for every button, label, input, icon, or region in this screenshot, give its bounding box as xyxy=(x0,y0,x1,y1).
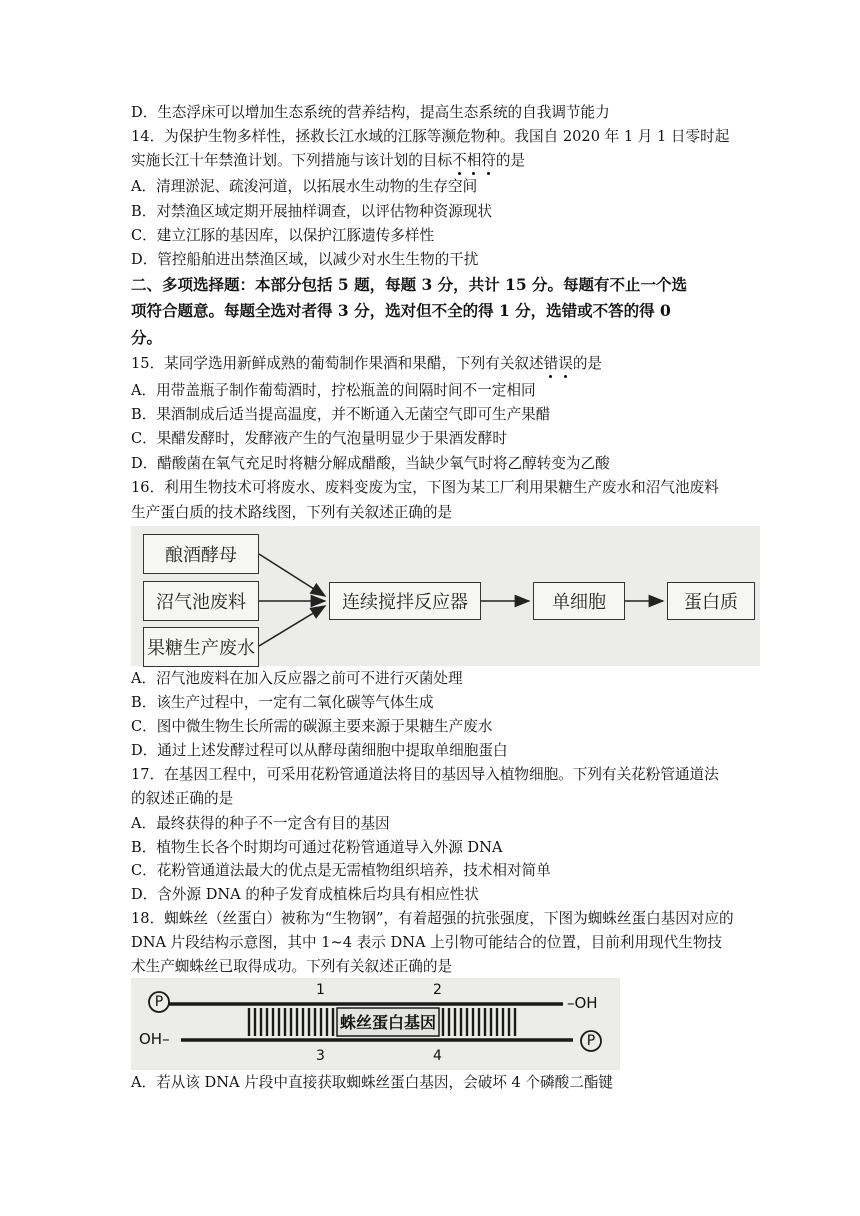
question-16-stem: 16．利用生物技术可将废水、废料变废为宝，下图为某工厂利用果糖生产废水和沼气池废料 xyxy=(131,479,719,496)
question-17-stem-cont: 的叙述正确的是 xyxy=(131,790,234,807)
question-16-option-b: B．该生产过程中，一定有二氧化碳等气体生成 xyxy=(131,694,434,711)
question-17-option-a: A．最终获得的种子不一定含有目的基因 xyxy=(131,815,390,832)
question-17-option-c: C．花粉管通道法最大的优点是无需植物组织培养，技术相对简单 xyxy=(131,862,551,879)
section-heading-cont: 项符合题意。每题全选对者得 3 分，选对但不全的得 1 分，选错或不答的得 0 xyxy=(131,301,671,320)
question-14-stem-cont xyxy=(131,152,525,170)
question-14-option-c: C．建立江豚的基因库，以保护江豚遗传多样性 xyxy=(131,227,435,244)
position-2: 2 xyxy=(433,982,442,998)
question-17-option-b: B．植物生长各个时期均可通过花粉管通道导入外源 DNA xyxy=(131,839,503,856)
p-symbol-right: P xyxy=(586,1033,596,1049)
box-protein: 蛋白质 xyxy=(667,582,755,620)
question-16-option-d: D．通过上述发酵过程可以从酵母菌细胞中提取单细胞蛋白 xyxy=(131,742,508,759)
emphasis-char: 相 xyxy=(466,152,482,169)
question-14-option-a: A．清理淤泥、疏浚河道，以拓展水生动物的生存空间 xyxy=(131,178,478,195)
question-15-option-a: A．用带盖瓶子制作葡萄酒时，拧松瓶盖的间隔时间不一定相同 xyxy=(131,382,536,399)
oh-label-right: –OH xyxy=(567,994,598,1012)
question-16-option-c: C．图中微生物生长所需的碳源主要来源于果糖生产废水 xyxy=(131,718,493,735)
question-15-option-c: C．果醋发酵时，发酵液产生的气泡量明显少于果酒发酵时 xyxy=(131,430,508,447)
text-span: 15．某同学选用新鲜成熟的葡萄制作果酒和果醋，下列有关叙述 xyxy=(131,355,544,372)
box-biogas-waste: 沼气池废料 xyxy=(143,581,259,621)
box-yeast: 酿酒酵母 xyxy=(143,534,259,574)
question-14-option-b: B．对禁渔区域定期开展抽样调查，以评估物种资源现状 xyxy=(131,203,492,220)
question-18-stem: 18．蜘蛛丝（丝蛋白）被称为“生物钢”，有着超强的抗张强度，下图为蜘蛛丝蛋白基因对应的 xyxy=(131,910,734,927)
position-1: 1 xyxy=(316,982,325,998)
question-16-stem-cont: 生产蛋白质的技术路线图，下列有关叙述正确的是 xyxy=(131,504,453,521)
question-15-option-b: B．果酒制成后适当提高温度，并不断通入无菌空气即可生产果醋 xyxy=(131,406,551,423)
box-reactor: 连续搅拌反应器 xyxy=(329,582,481,620)
section-heading-end: 分。 xyxy=(131,328,163,347)
question-17-stem: 17．在基因工程中，可采用花粉管通道法将目的基因导入植物细胞。下列有关花粉管通道法 xyxy=(131,766,719,783)
oh-text: OH xyxy=(574,994,598,1012)
question-18-option-a: A．若从该 DNA 片段中直接获取蜘蛛丝蛋白基因，会破坏 4 个磷酸二酯键 xyxy=(131,1074,614,1091)
question-14-option-d: D．管控船舶进出禁渔区域，以减少对水生生物的干扰 xyxy=(131,251,479,268)
line-d-eco-float: D．生态浮床可以增加生态系统的营养结构，提高生态系统的自我调节能力 xyxy=(131,104,610,121)
emphasis-char: 错 xyxy=(543,355,559,372)
question-16-option-a: A．沼气池废料在加入反应器之前可不进行灭菌处理 xyxy=(131,670,463,687)
base-pairs-right xyxy=(443,1008,515,1036)
box-single-cell: 单细胞 xyxy=(533,582,625,620)
emphasis-char: 符 xyxy=(481,152,496,169)
oh-label-left: OH– xyxy=(139,1030,170,1048)
gene-label: 蛛丝蛋白基因 xyxy=(339,1013,436,1032)
text-span: 的是 xyxy=(495,152,526,169)
p-symbol-left: P xyxy=(154,994,164,1010)
dna-figure xyxy=(131,978,620,1070)
emphasis-char: 误 xyxy=(558,355,573,372)
oh-text: OH xyxy=(139,1030,163,1048)
section-heading: 二、多项选择题：本部分包括 5 题，每题 3 分，共计 15 分。每题有不止一个选 xyxy=(131,275,688,294)
base-pairs-left xyxy=(249,1008,333,1036)
question-17-option-d: D．含外源 DNA 的种子发育成植株后均具有相应性状 xyxy=(131,886,479,903)
text-span: 的是 xyxy=(572,355,603,372)
box-fructose-wastewater: 果糖生产废水 xyxy=(143,627,259,667)
question-15-stem xyxy=(131,355,602,373)
emphasis-char: 不 xyxy=(452,152,467,169)
position-4: 4 xyxy=(433,1048,442,1064)
question-14-stem: 14．为保护生物多样性，拯救长江水域的江豚等濒危物种。我国自 2020 年 1 月 1 日零时起 xyxy=(131,128,730,145)
text-span: 实施长江十年禁渔计划。下列措施与该计划的目标 xyxy=(131,152,453,169)
question-15-option-d: D．醋酸菌在氧气充足时将糖分解成醋酸，当缺少氧气时将乙醇转变为乙酸 xyxy=(131,455,610,472)
flowchart-figure xyxy=(131,526,760,666)
question-18-stem-cont: DNA 片段结构示意图，其中 1~4 表示 DNA 上引物可能结合的位置，目前利用现代生物技 xyxy=(131,934,723,951)
question-18-stem-end: 术生产蜘蛛丝已取得成功。下列有关叙述正确的是 xyxy=(131,958,453,975)
position-3: 3 xyxy=(316,1048,325,1064)
